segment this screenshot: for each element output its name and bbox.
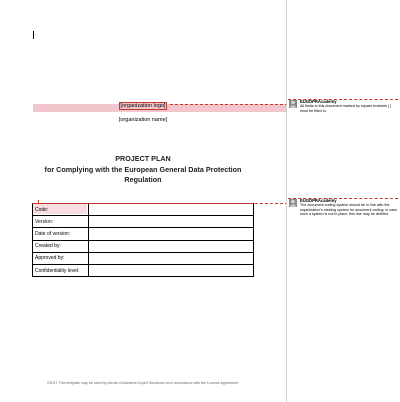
comment-text: All fields in this document marked by square brackets [ ] must be filled in. [300,104,392,113]
field-value[interactable] [89,216,254,228]
title-line: for Complying with the European General Data Protection [44,164,242,174]
field-value[interactable] [89,204,254,216]
text-cursor [33,31,34,39]
table-row [33,264,254,276]
user-avatar-icon [289,199,297,207]
field-label: Created by: [33,240,89,252]
comment-author: EUGDPRAcademy [300,99,337,104]
title-line: PROJECT PLAN [115,154,171,163]
field-value[interactable] [89,252,254,264]
document-info-table [32,203,254,277]
field-label: Confidentiality level: [33,264,89,276]
table-row [33,240,254,252]
table-row [33,252,254,264]
user-avatar-icon [289,100,297,108]
comment-balloon[interactable] [288,99,398,119]
comment-text: The document coding system should be in line with the organization's existing system for document coding; in case such a system is not in place, this line may be deleted. [300,203,398,216]
table-row [33,216,254,228]
field-label: Version: [33,216,89,228]
field-value[interactable] [89,264,254,276]
title-line: Regulation [124,175,162,184]
page-footer: ©2017 This template may be used by clients of Advisera Expert Solutions Ltd in accordance with the License Agreement. [46,381,240,385]
table-row [33,204,254,216]
field-value[interactable] [89,228,254,240]
comment-balloon[interactable] [288,198,398,224]
comment-connector [38,203,288,204]
field-label: Date of version: [33,228,89,240]
table-row [33,228,254,240]
organization-name-placeholder[interactable]: [organization name] [118,117,168,123]
comment-author: EUGDPRAcademy [300,198,337,203]
document-title [40,154,246,186]
field-label: Code: [33,204,89,216]
comment-connector [38,200,39,204]
organization-logo-placeholder[interactable]: [organization logo] [120,103,166,109]
comment-connector [170,104,288,105]
field-value[interactable] [89,240,254,252]
field-label: Approved by: [33,252,89,264]
